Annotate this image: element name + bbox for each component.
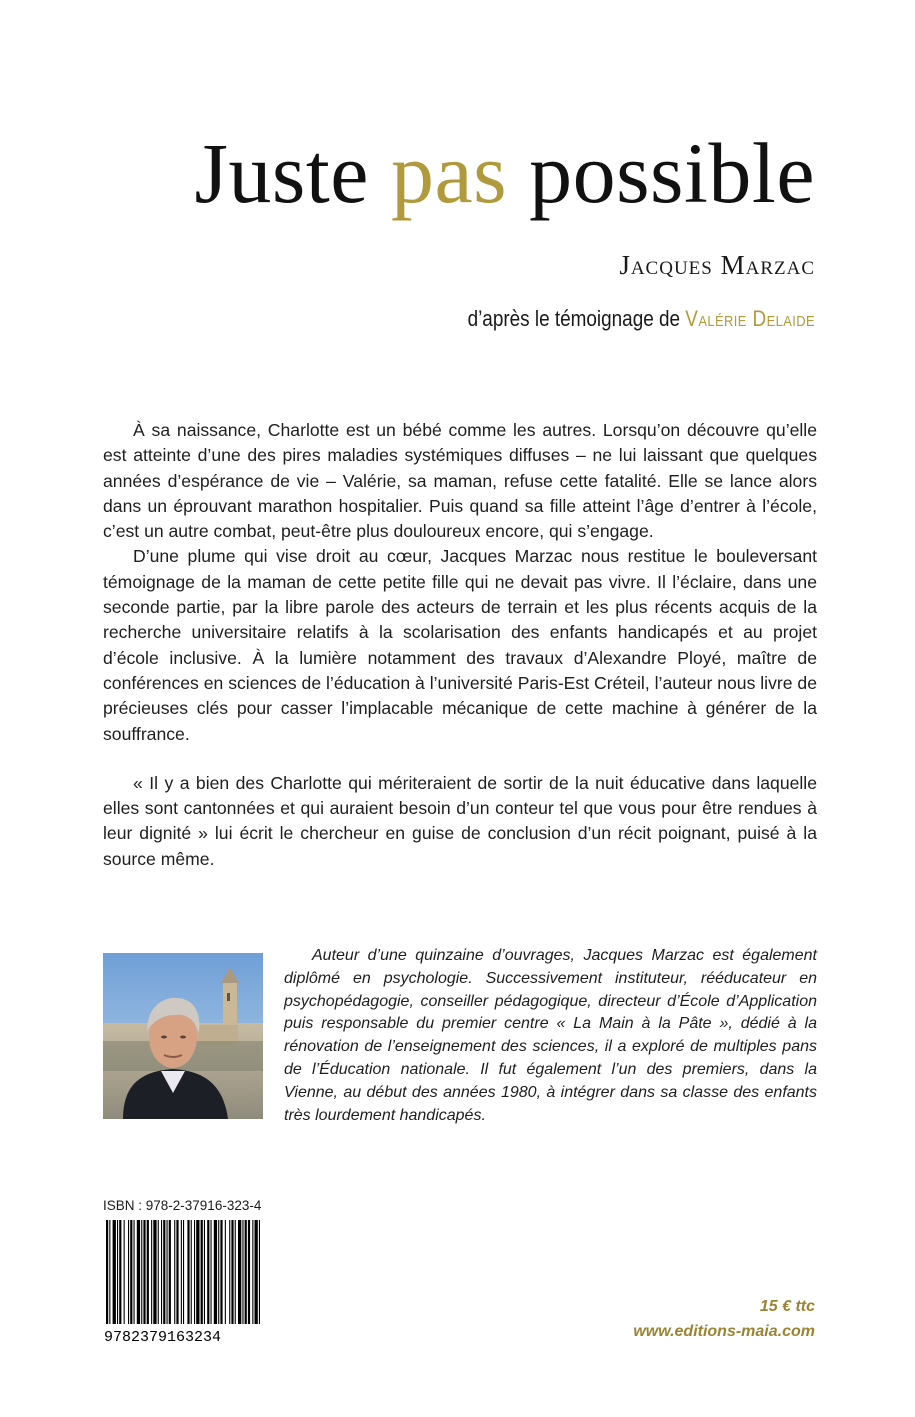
barcode-bar <box>204 1220 205 1324</box>
barcode-bar <box>137 1220 140 1324</box>
barcode-bar <box>194 1220 195 1324</box>
barcode-bar <box>231 1220 233 1324</box>
barcode-bar <box>259 1220 260 1324</box>
barcode-bar <box>201 1220 203 1324</box>
barcode-bar <box>196 1220 199 1324</box>
barcode-bar <box>163 1220 165 1324</box>
barcode-bar <box>161 1220 162 1324</box>
barcode-bar <box>211 1220 212 1324</box>
author-bio <box>284 945 817 1127</box>
barcode-bar <box>183 1220 184 1324</box>
publisher-website: www.editions-maia.com <box>633 1323 815 1340</box>
isbn-label: ISBN : 978-2-37916-323-4 <box>103 1198 262 1213</box>
barcode-bar <box>242 1220 243 1324</box>
synopsis-paragraph: D’une plume qui vise droit au cœur, Jacques Marzac nous restitue le bouleversant témoignage de la maman de cette petite fille qui ne devait pas vivre. Il l’éclaire, dans une seconde partie, par la libre parole des acteurs de terrain et les plus récents acquis de la recherche universitaire relatifs à la scolarisation des enfants handicapés et au projet d’école inclusive. À la lumière notamment des travaux d’Alexandre Ployé, maître de conférences en sciences de l’éducation à l’université Paris-Est Créteil, l’auteur nous livre de précieuses clés pour casser l’implacable mécanique de cette machine à générer de la souffrance. <box>103 546 817 744</box>
subtitle-witness-name: Valérie Delaide <box>685 306 815 331</box>
title-part-2: possible <box>507 125 815 221</box>
barcode-bar <box>117 1220 118 1324</box>
synopsis-paragraph: À sa naissance, Charlotte est un bébé comme les autres. Lorsqu’on découvre qu’elle est atteinte d’une des pires maladies systémiques diffuses – ne lui laissant que quelques années d’espérance de vie – Valérie, sa maman, refuse cette fatalité. Elle se lance alors dans un éprouvant marathon hospitalier. Puis quand sa fille atteint l’âge d’entrer à l’école, c’est un autre combat, peut-être plus douloureux encore, qui s’engage. <box>103 420 817 542</box>
barcode-bar <box>124 1220 125 1324</box>
barcode-bar <box>245 1220 247 1324</box>
barcode-bar <box>214 1220 217 1324</box>
barcode-bar <box>238 1220 241 1324</box>
barcode-bar <box>174 1220 175 1324</box>
barcode-bar <box>220 1220 222 1324</box>
barcode-bar <box>252 1220 253 1324</box>
barcode-bar <box>143 1220 145 1324</box>
barcode-bar <box>141 1220 142 1324</box>
subtitle-testimony <box>468 308 815 330</box>
barcode-bar <box>181 1220 182 1324</box>
barcode-bar <box>167 1220 168 1324</box>
barcode-bar <box>248 1220 250 1324</box>
barcode-bar <box>207 1220 209 1324</box>
barcode-bar <box>151 1220 152 1324</box>
author-name: Jacques Marzac <box>619 250 815 280</box>
barcode-bar <box>176 1220 178 1324</box>
author-bio-text: Auteur d’une quinzaine d’ouvrages, Jacques Marzac est également diplômé en psychologie. Successivement instituteur, rééducateur en psychopédagogie, conseiller pédagogique, directeur d’École d’Application puis responsable du premier centre « La Main à la Pâte », dédié à la rénovation de l’enseignement des sciences, il a exploré de multiples pans de l’Éducation nationale. Il fut également l’un des premiers, dans la Vienne, au début des années 1980, à intégrer dans sa classe des enfants très lourdement handicapés. <box>284 947 817 1124</box>
barcode-bar <box>191 1220 192 1324</box>
barcode-bar <box>109 1220 110 1324</box>
barcode-bar <box>134 1220 135 1324</box>
title-part-1: Juste <box>194 125 391 221</box>
barcode-bar <box>218 1220 219 1324</box>
barcode-bar <box>119 1220 121 1324</box>
subtitle-prefix: d’après le témoignage de <box>467 306 686 331</box>
barcode-digits: 9782379163234 <box>104 1329 222 1343</box>
barcode-bar <box>130 1220 132 1324</box>
synopsis <box>103 418 817 872</box>
barcode-bar <box>106 1220 108 1324</box>
barcode-bar <box>153 1220 156 1324</box>
barcode-bar <box>225 1220 226 1324</box>
barcode-bar <box>255 1220 258 1324</box>
barcode-bar <box>235 1220 236 1324</box>
barcode-bar <box>128 1220 129 1324</box>
author-photo <box>103 953 263 1119</box>
barcode-bar <box>113 1220 116 1324</box>
book-title <box>194 125 815 221</box>
title-accent-word: pas <box>390 125 508 221</box>
barcode-bar <box>187 1220 189 1324</box>
barcode-bar <box>147 1220 149 1324</box>
synopsis-quote-paragraph: « Il y a bien des Charlotte qui mériteraient de sortir de la nuit éducative dans laquelle elles sont cantonnées et qui auraient besoin d’un conteur tel que vous pour être rendues à leur dignité » lui écrit le chercheur en guise de conclusion d’un récit poignant, puisé à la source même. <box>103 772 817 869</box>
price: 15 € ttc <box>759 1298 815 1315</box>
barcode-bar <box>169 1220 171 1324</box>
barcode-bar <box>158 1220 159 1324</box>
barcode-bar <box>229 1220 230 1324</box>
barcode <box>103 1218 265 1343</box>
